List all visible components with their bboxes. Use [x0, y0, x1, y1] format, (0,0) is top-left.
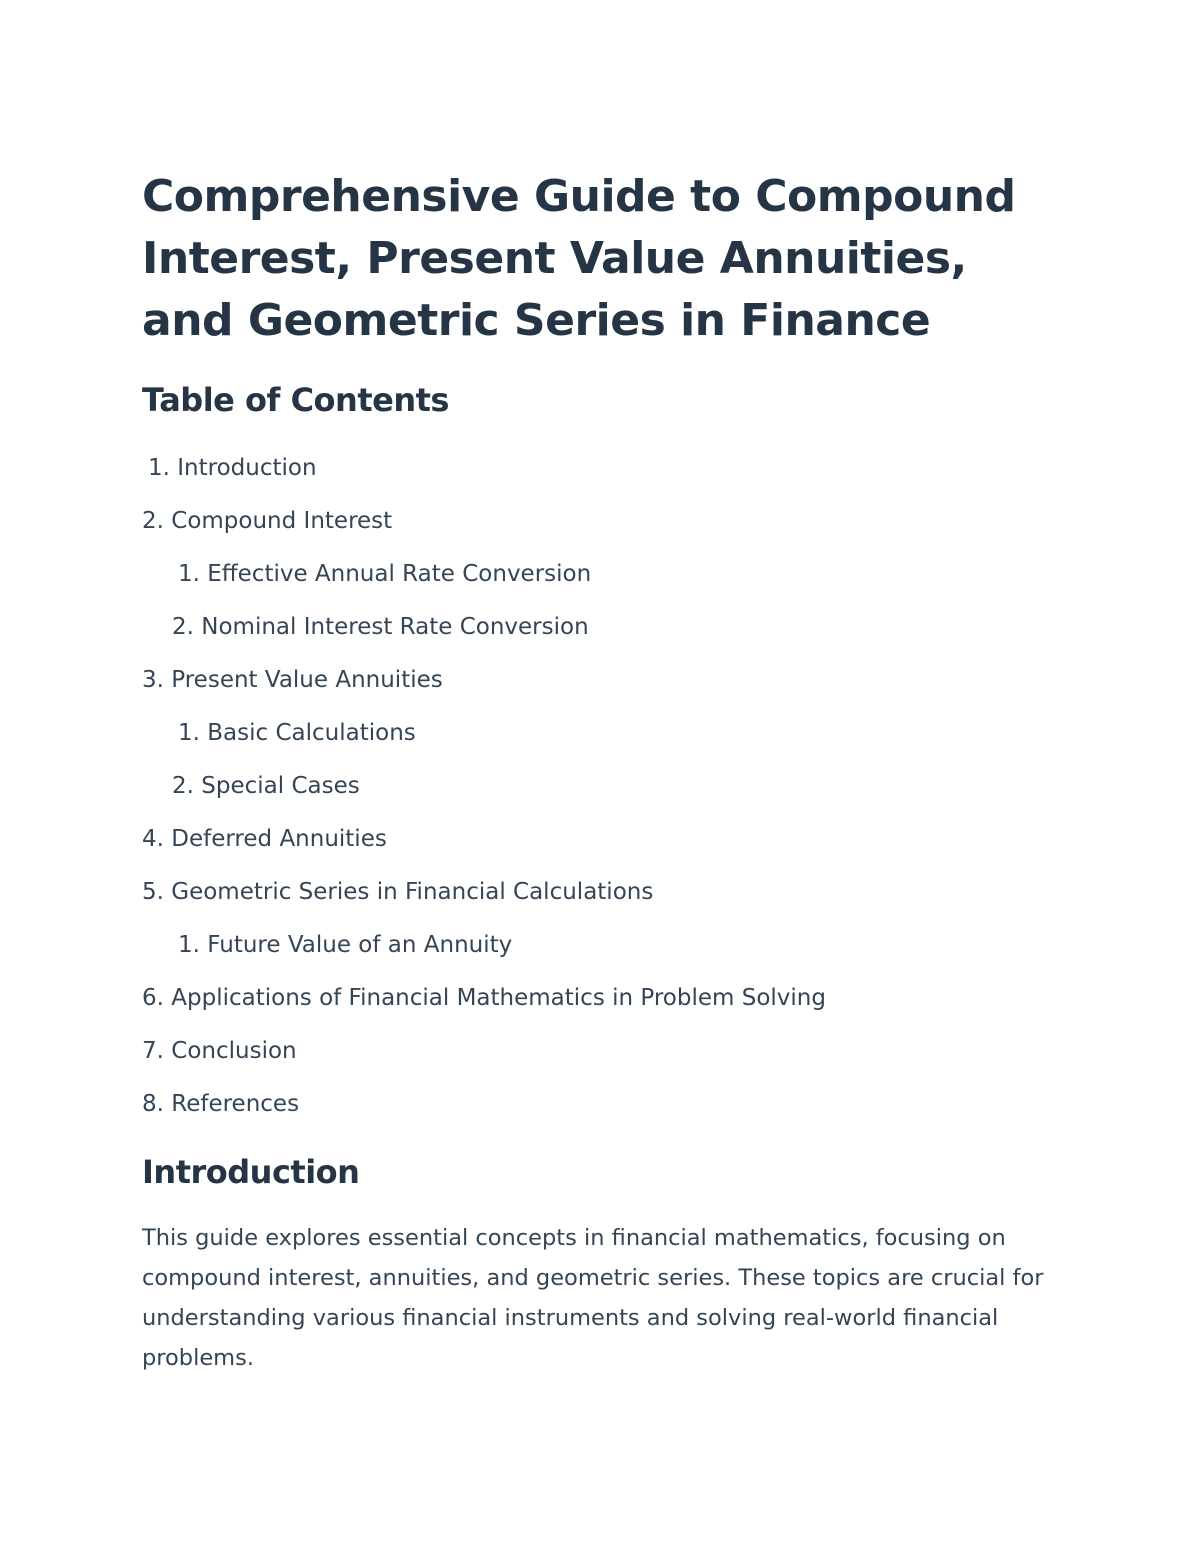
toc-item-label: Applications of Financial Mathematics in Problem Solving [171, 985, 826, 1011]
toc-item-label: Compound Interest [171, 508, 393, 534]
toc-item-number: 2. [172, 614, 194, 640]
toc-item-number: 1. [178, 561, 200, 587]
table-of-contents [142, 446, 826, 1135]
toc-item-label: Nominal Interest Rate Conversion [201, 614, 589, 640]
toc-item-number: 8. [142, 1091, 164, 1117]
toc-item-number: 2. [172, 773, 194, 799]
toc-item-number: 1. [178, 932, 200, 958]
toc-item-introduction[interactable] [142, 446, 826, 499]
toc-item-number: 7. [142, 1038, 164, 1064]
toc-item-number: 1. [148, 455, 170, 481]
toc-subitem-nominal-interest-rate[interactable] [142, 605, 826, 658]
toc-item-label: Special Cases [201, 773, 360, 799]
toc-item-number: 2. [142, 508, 164, 534]
document-title: Comprehensive Guide to Compound Interest, Present Value Annuities, and Geometric Series in Finance [142, 171, 1016, 346]
toc-item-number: 5. [142, 879, 164, 905]
toc-item-label: Introduction [177, 455, 317, 481]
introduction-heading: Introduction [142, 1153, 360, 1191]
toc-item-compound-interest[interactable] [142, 499, 826, 552]
toc-item-label: Effective Annual Rate Conversion [207, 561, 592, 587]
toc-item-label: Geometric Series in Financial Calculations [171, 879, 654, 905]
toc-subitem-effective-annual-rate[interactable] [142, 552, 826, 605]
toc-item-label: Present Value Annuities [171, 667, 443, 693]
introduction-paragraph: This guide explores essential concepts in financial mathematics, focusing on compound interest, annuities, and geometric series. These topics are crucial for understanding various financial instruments and solving real-world financial problems. [142, 1225, 1044, 1371]
toc-item-number: 3. [142, 667, 164, 693]
toc-item-number: 4. [142, 826, 164, 852]
toc-subitem-future-value-annuity[interactable] [142, 923, 826, 976]
toc-item-number: 6. [142, 985, 164, 1011]
toc-item-conclusion[interactable] [142, 1029, 826, 1082]
toc-item-label: Deferred Annuities [171, 826, 387, 852]
toc-item-applications[interactable] [142, 976, 826, 1029]
toc-item-label: Future Value of an Annuity [207, 932, 513, 958]
toc-item-references[interactable] [142, 1082, 826, 1135]
toc-item-present-value-annuities[interactable] [142, 658, 826, 711]
toc-item-geometric-series[interactable] [142, 870, 826, 923]
toc-item-deferred-annuities[interactable] [142, 817, 826, 870]
toc-item-label: Conclusion [171, 1038, 297, 1064]
toc-item-label: Basic Calculations [207, 720, 416, 746]
toc-subitem-basic-calculations[interactable] [142, 711, 826, 764]
toc-heading: Table of Contents [142, 381, 449, 419]
toc-item-number: 1. [178, 720, 200, 746]
toc-item-label: References [171, 1091, 300, 1117]
toc-subitem-special-cases[interactable] [142, 764, 826, 817]
